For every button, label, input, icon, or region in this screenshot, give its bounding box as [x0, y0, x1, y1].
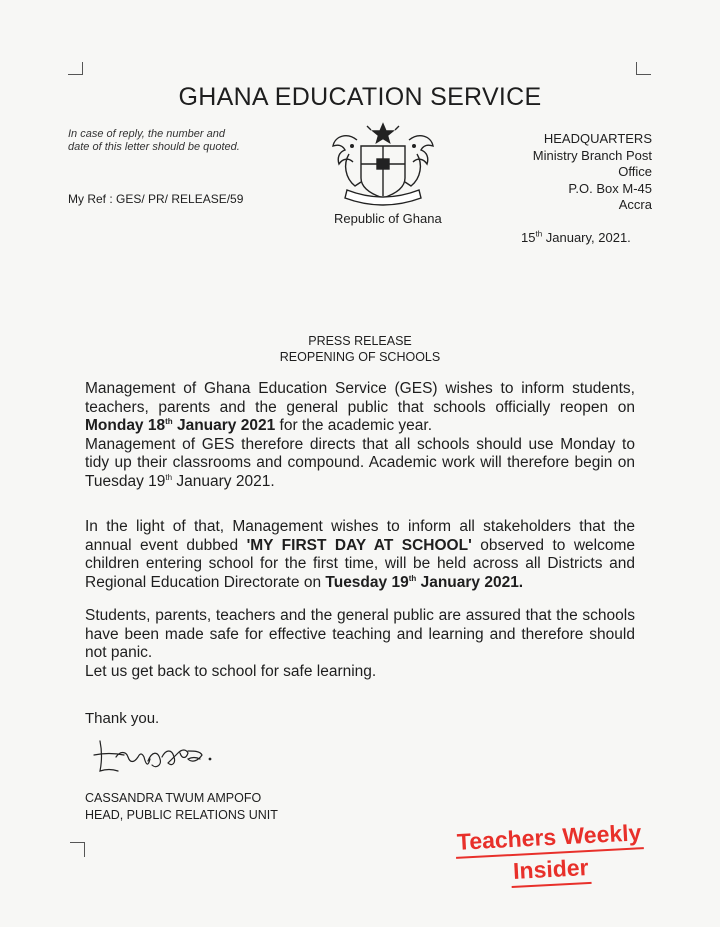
signatory-block: [85, 790, 278, 824]
corner-mark-top-right: [636, 62, 651, 75]
corner-mark-top-left: [68, 62, 83, 75]
signatory-title: HEAD, PUBLIC RELATIONS UNIT: [85, 808, 278, 822]
paragraph-first-day: In the light of that, Management wishes to inform all stakeholders that the annual event dubbed 'MY FIRST DAY AT SCHOOL' observed to welcome children entering school for the first time, will be held across all Districts and Regional Education Directorate on Tuesday 19th January 2021.: [85, 518, 636, 591]
signatory-name: CASSANDRA TWUM AMPOFO: [85, 791, 262, 805]
hq-address: HEADQUARTERS Ministry Branch Post Office P.O. Box M-45 Accra: [532, 131, 652, 212]
paragraph-reopening: Management of Ghana Education Service (GES) wishes to inform students, teachers, parents and the general public that schools officially reopen on Monday 18th January 2021 for the academic year. Management of GES therefore directs that all schools should use Monday to tidy up their classrooms and compound. Academic work will therefore begin on Tuesday 19th January 2021.: [85, 380, 635, 490]
corner-mark-bottom-left: [70, 842, 85, 857]
republic-caption: Republic of Ghana: [334, 211, 442, 226]
reference-number: My Ref : GES/ PR/ RELEASE/59: [68, 192, 244, 206]
release-heading: PRESS RELEASE REOPENING OF SCHOOLS: [279, 334, 441, 364]
handwritten-signature: [92, 733, 242, 783]
letterhead-title: GHANA EDUCATION SERVICE: [178, 83, 542, 111]
closing-thanks: Thank you.: [85, 710, 160, 727]
reply-instruction: In case of reply, the number and date of this letter should be quoted.: [68, 128, 240, 153]
paragraph-assurance: Students, parents, teachers and the general public are assured that the schools have been made safe for effective teaching and learning and therefore should not panic. Let us get back to school for safe learning.: [85, 607, 635, 680]
letter-date: 15th January, 2021.: [521, 229, 631, 245]
publisher-watermark: Teachers Weekly Insider: [419, 815, 682, 893]
ghana-coat-of-arms-icon: [327, 120, 439, 210]
